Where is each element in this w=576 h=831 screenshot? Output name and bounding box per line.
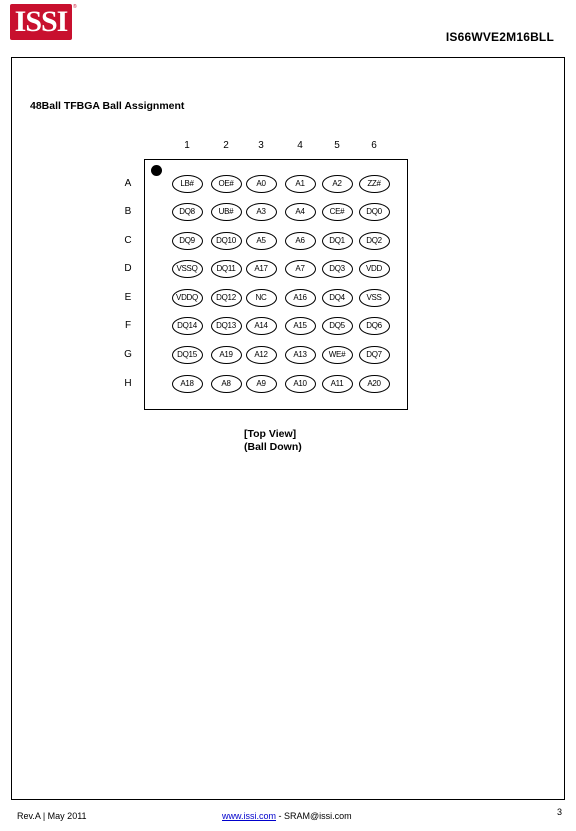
column-label: 5	[334, 140, 340, 151]
section-title: 48Ball TFBGA Ball Assignment	[30, 100, 185, 112]
ball-pin: WE#	[322, 346, 353, 364]
row-label: H	[124, 378, 132, 389]
ball-pin: A17	[246, 260, 277, 278]
row-label: A	[124, 178, 132, 189]
registered-mark: ®	[73, 4, 77, 10]
ball-pin: DQ6	[359, 317, 390, 335]
ball-pin: DQ4	[322, 289, 353, 307]
ball-pin: VSSQ	[172, 260, 203, 278]
ball-pin: DQ7	[359, 346, 390, 364]
ball-pin: DQ10	[211, 232, 242, 250]
ball-pin: NC	[246, 289, 277, 307]
footer-email: - SRAM@issi.com	[276, 811, 352, 821]
ball-pin: A3	[246, 203, 277, 221]
website-link[interactable]: www.issi.com	[222, 811, 277, 821]
ball-pin: A13	[285, 346, 316, 364]
package-outline	[144, 159, 408, 410]
ball-pin: A12	[246, 346, 277, 364]
row-label: E	[124, 292, 132, 303]
column-label: 1	[184, 140, 190, 151]
ball-pin: ZZ#	[359, 175, 390, 193]
column-label: 6	[371, 140, 377, 151]
ball-pin: A0	[246, 175, 277, 193]
row-label: G	[124, 349, 132, 360]
pin1-indicator-icon	[151, 165, 162, 176]
ball-pin: A18	[172, 375, 203, 393]
column-label: 4	[297, 140, 303, 151]
ball-pin: A4	[285, 203, 316, 221]
ball-pin: VDDQ	[172, 289, 203, 307]
ball-pin: A8	[211, 375, 242, 393]
ball-pin: A14	[246, 317, 277, 335]
view-caption-line2: (Ball Down)	[244, 441, 302, 453]
ball-pin: A16	[285, 289, 316, 307]
ball-pin: DQ12	[211, 289, 242, 307]
ball-pin: LB#	[172, 175, 203, 193]
ball-pin: DQ8	[172, 203, 203, 221]
ball-pin: A10	[285, 375, 316, 393]
ball-pin: DQ15	[172, 346, 203, 364]
ball-pin: A19	[211, 346, 242, 364]
ball-pin: A15	[285, 317, 316, 335]
ball-pin: DQ13	[211, 317, 242, 335]
column-label: 3	[258, 140, 264, 151]
ball-pin: DQ2	[359, 232, 390, 250]
ball-pin: VDD	[359, 260, 390, 278]
ball-pin: DQ9	[172, 232, 203, 250]
row-label: B	[124, 206, 132, 217]
ball-pin: A6	[285, 232, 316, 250]
ball-pin: UB#	[211, 203, 242, 221]
ball-pin: A2	[322, 175, 353, 193]
ball-pin: DQ14	[172, 317, 203, 335]
row-label: C	[124, 235, 132, 246]
column-label: 2	[223, 140, 229, 151]
ball-pin: A1	[285, 175, 316, 193]
ball-pin: A9	[246, 375, 277, 393]
ball-pin: A5	[246, 232, 277, 250]
issi-logo: ISSI	[10, 4, 72, 40]
ball-pin: DQ3	[322, 260, 353, 278]
page-number: 3	[556, 807, 562, 817]
part-number-title: IS66WVE2M16BLL	[445, 30, 554, 44]
ball-pin: A20	[359, 375, 390, 393]
view-caption-line1: [Top View]	[244, 428, 297, 440]
row-label: D	[124, 263, 132, 274]
footer-contact	[222, 811, 352, 821]
row-label: F	[124, 320, 132, 331]
ball-pin: DQ1	[322, 232, 353, 250]
footer-revision: Rev.A | May 2011	[17, 811, 87, 821]
ball-pin: A11	[322, 375, 353, 393]
ball-pin: VSS	[359, 289, 390, 307]
ball-pin: DQ0	[359, 203, 390, 221]
ball-pin: A7	[285, 260, 316, 278]
view-caption	[244, 428, 302, 454]
ball-pin: DQ11	[211, 260, 242, 278]
ball-pin: DQ5	[322, 317, 353, 335]
ball-pin: CE#	[322, 203, 353, 221]
ball-pin: OE#	[211, 175, 242, 193]
